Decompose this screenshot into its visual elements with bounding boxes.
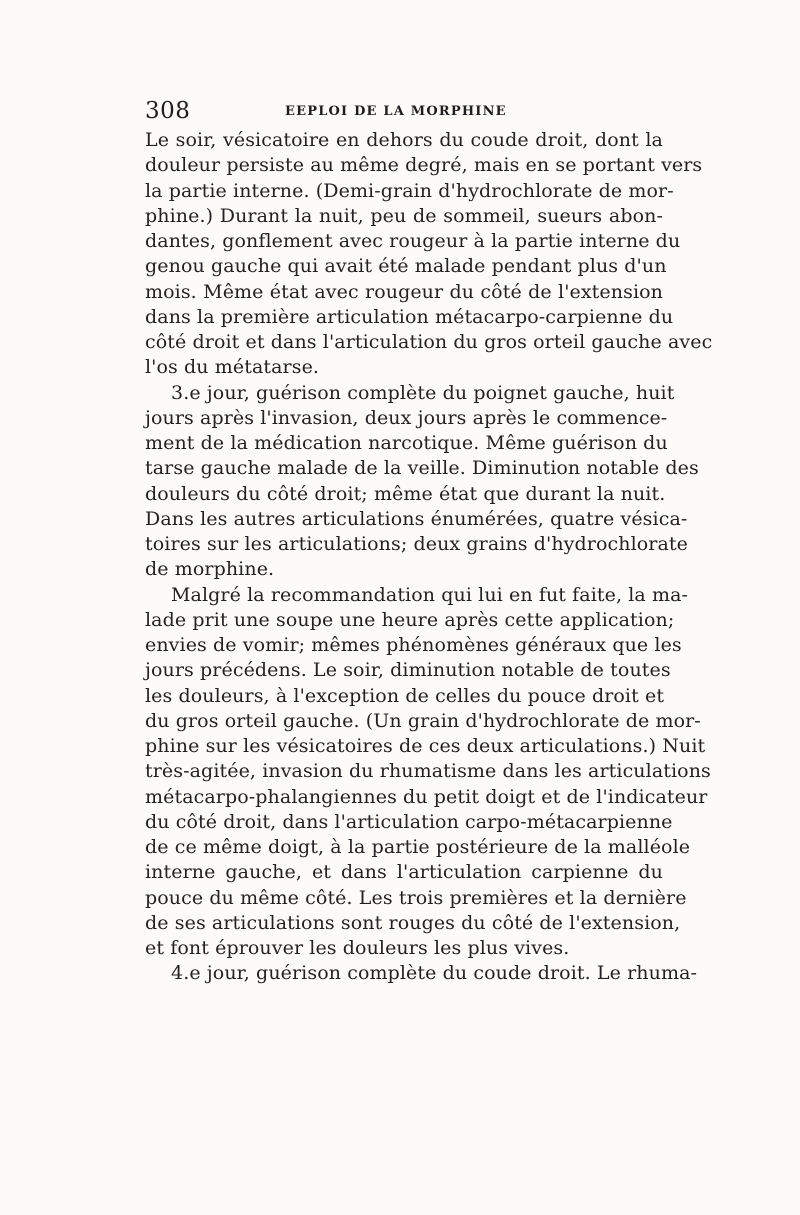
text-line: de ce même doigt, à la partie postérieure de la malléole: [145, 836, 691, 858]
text-line: tarse gauche malade de la veille. Diminution notable des: [145, 457, 699, 480]
text-line: jours précédens. Le soir, diminution notable de toutes: [145, 659, 671, 682]
text-line: douleur persiste au même degré, mais en se portant vers: [145, 154, 703, 177]
text-line: phine sur les vésicatoires de ces deux articulations.) Nuit: [145, 735, 706, 757]
text-line: du côté droit, dans l'articulation carpo-métacarpienne: [145, 810, 673, 833]
text-line: mois. Même état avec rougeur du côté de l'extension: [145, 280, 663, 303]
text-line: Dans les autres articulations énumérées, quatre vésica-: [145, 507, 688, 530]
text-line: du gros orteil gauche. (Un grain d'hydrochlorate de mor-: [145, 709, 701, 732]
text-line: jours après l'invasion, deux jours après le commence-: [145, 406, 668, 429]
page-header: [145, 98, 660, 128]
text-line: et font éprouver les douleurs les plus vives.: [145, 937, 570, 959]
page-number: 308: [145, 98, 191, 124]
text-line: toires sur les articulations; deux grains d'hydrochlorate: [145, 533, 688, 555]
text-line: pouce du même côté. Les trois premières et la dernière: [145, 886, 687, 909]
text-line: genou gauche qui avait été malade pendant plus d'un: [145, 255, 667, 278]
body-text: [145, 128, 713, 987]
text-line: les douleurs, à l'exception de celles du pouce droit et: [145, 684, 665, 707]
text-line: 4.e jour, guérison complète du coude droit. Le rhuma-: [171, 962, 698, 985]
text-line: la partie interne. (Demi-grain d'hydrochlorate de mor-: [145, 179, 674, 202]
text-line: douleurs du côté droit; même état que durant la nuit.: [145, 482, 666, 505]
running-title: EEPLOI DE LA MORPHINE: [285, 104, 507, 119]
text-line: dans la première articulation métacarpo-carpienne du: [145, 305, 674, 328]
text-line: phine.) Durant la nuit, peu de sommeil, sueurs abon-: [145, 204, 663, 227]
text-line: lade prit une soupe une heure après cette application;: [145, 608, 675, 631]
text-line: interne gauche, et dans l'articulation carpienne du: [145, 861, 663, 884]
text-line: de ses articulations sont rouges du côté de l'extension,: [145, 911, 681, 934]
text-line: envies de vomir; mêmes phénomènes généraux que les: [145, 634, 682, 656]
text-line: 3.e jour, guérison complète du poignet gauche, huit: [171, 381, 675, 404]
text-line: côté droit et dans l'articulation du gros orteil gauche avec: [145, 331, 713, 353]
text-line: dantes, gonflement avec rougeur à la partie interne du: [145, 230, 681, 252]
text-line: Malgré la recommandation qui lui en fut faite, la ma-: [171, 583, 689, 606]
text-line: très-agitée, invasion du rhumatisme dans les articulations: [145, 760, 711, 783]
text-line: de morphine.: [145, 558, 275, 581]
text-line: métacarpo-phalangiennes du petit doigt et de l'indicateur: [145, 785, 708, 808]
text-line: l'os du métatarse.: [145, 356, 320, 379]
text-line: ment de la médication narcotique. Même guérison du: [145, 432, 668, 454]
text-line: Le soir, vésicatoire en dehors du coude droit, dont la: [145, 129, 663, 151]
